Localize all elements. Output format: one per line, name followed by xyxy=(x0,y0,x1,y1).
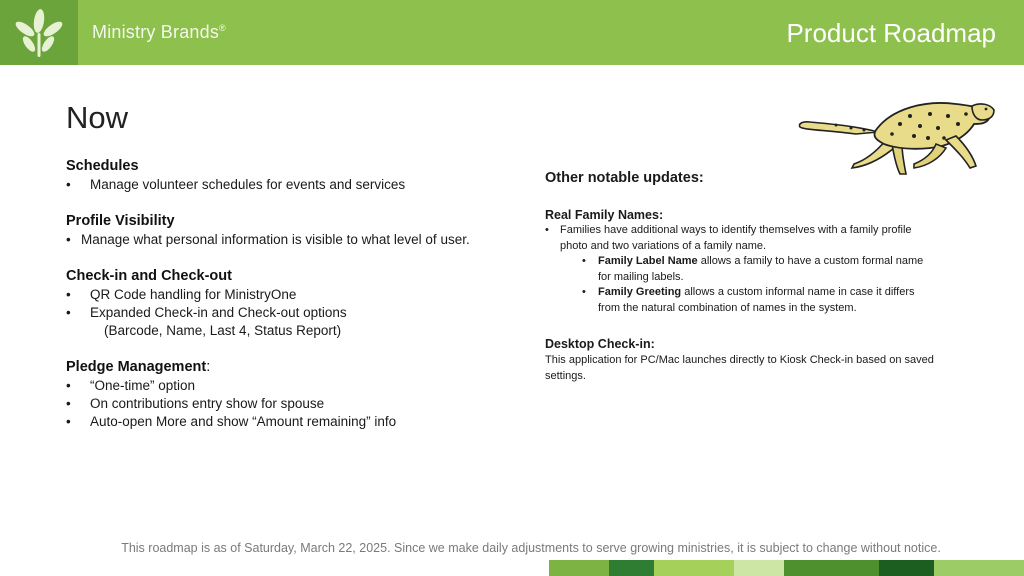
pledge-heading: Pledge Management: xyxy=(66,359,211,375)
footer-bar-segment xyxy=(549,560,609,576)
list-item: • On contributions entry show for spouse xyxy=(66,396,325,411)
other-updates-heading: Other notable updates: xyxy=(545,170,704,186)
desktop-checkin-description: This application for PC/Mac launches directly to Kiosk Check-in based on saved settings. xyxy=(545,354,934,382)
footer-bar-segment xyxy=(734,560,784,576)
list-item: • Auto-open More and show “Amount remaining” info xyxy=(66,414,397,429)
list-item: • Families have additional ways to identify themselves with a family profile photo and two variations of a family name. xyxy=(545,224,912,252)
list-item: • Family Label Name allows a family to have a custom formal name for mailing labels. xyxy=(582,255,924,283)
checkin-group xyxy=(66,266,486,340)
header-bar xyxy=(0,0,1024,65)
cheetah-illustration xyxy=(796,94,996,180)
desktop-checkin-heading: Desktop Check-in: xyxy=(545,337,655,351)
footer-disclaimer: This roadmap is as of Saturday, March 22, 2025. Since we make daily adjustments to serve growing ministries, it is subject to change without notice. xyxy=(121,541,941,555)
schedules-heading: Schedules xyxy=(66,158,139,174)
right-column xyxy=(545,170,935,384)
section-title: Now xyxy=(66,100,129,135)
left-column xyxy=(66,156,486,448)
real-family-names-heading: Real Family Names: xyxy=(545,208,664,222)
profile-visibility-group xyxy=(66,211,486,249)
footer-bar-segment xyxy=(879,560,934,576)
list-item: • QR Code handling for MinistryOne xyxy=(66,287,297,302)
list-item: • “One-time” option xyxy=(66,378,196,393)
footer-bar-segment xyxy=(609,560,654,576)
list-item: • Expanded Check-in and Check-out options xyxy=(66,305,347,320)
page-header-title: Product Roadmap xyxy=(786,18,996,48)
checkin-options-detail: (Barcode, Name, Last 4, Status Report) xyxy=(104,323,342,338)
list-item: • Family Greeting allows a custom informal name in case it differs from the natural combination of names in the system. xyxy=(582,286,915,314)
brand-name: Ministry Brands® xyxy=(92,22,226,42)
list-item: • Manage volunteer schedules for events and services xyxy=(66,177,406,192)
desktop-checkin-group xyxy=(545,336,935,384)
pledge-group xyxy=(66,357,486,431)
footer-bar-segment xyxy=(934,560,1024,576)
footer-bar-segment xyxy=(654,560,734,576)
checkin-heading: Check-in and Check-out xyxy=(66,268,232,284)
profile-visibility-heading: Profile Visibility xyxy=(66,213,175,229)
footer-color-bar xyxy=(549,560,1024,576)
footer-bar-segment xyxy=(784,560,879,576)
real-family-names-group xyxy=(545,207,935,316)
logo-container xyxy=(0,0,78,65)
schedules-group xyxy=(66,156,486,194)
list-item: • Manage what personal information is visible to what level of user. xyxy=(66,232,470,247)
leaf-logo-icon xyxy=(12,7,66,59)
